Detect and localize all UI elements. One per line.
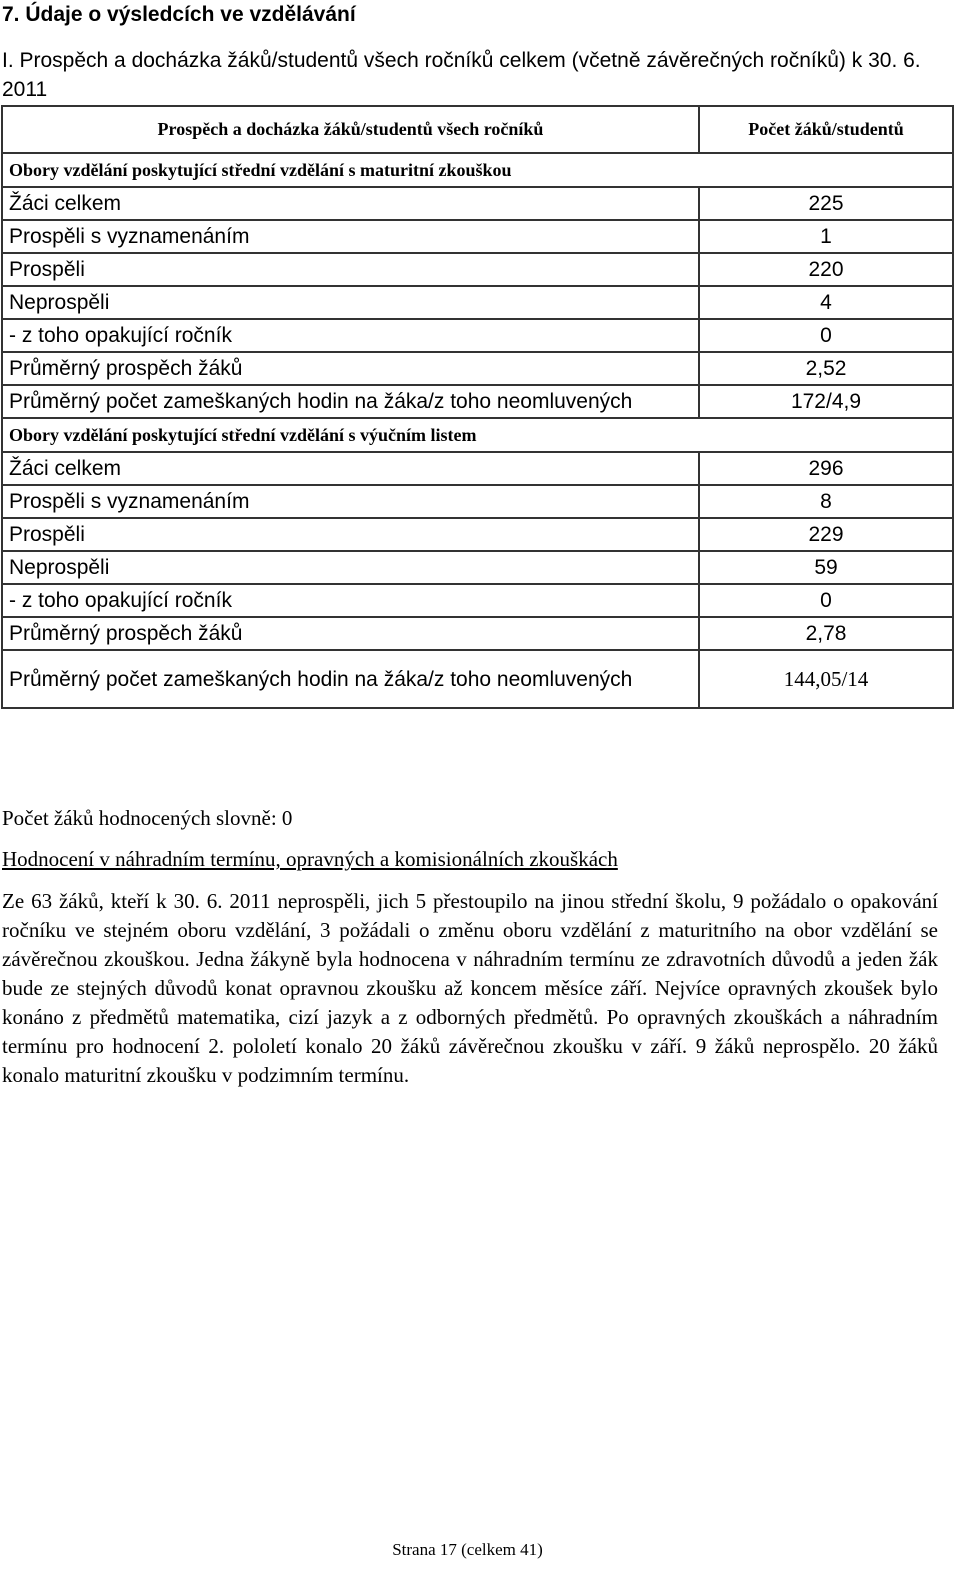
row-label: - z toho opakující ročník [2, 584, 699, 617]
table-row [2, 253, 953, 286]
table-row [2, 220, 953, 253]
table-row [2, 584, 953, 617]
table-row [2, 286, 953, 319]
row-label: - z toho opakující ročník [2, 319, 699, 352]
row-label: Průměrný prospěch žáků [2, 352, 699, 385]
row-value: 0 [699, 584, 953, 617]
row-value: 296 [699, 452, 953, 485]
group-row [2, 418, 953, 452]
section-title: 7. Údaje o výsledcích ve vzdělávání [2, 3, 356, 26]
table-row [2, 187, 953, 220]
table-row [2, 617, 953, 650]
results-table [1, 105, 954, 709]
row-label: Prospěli [2, 518, 699, 551]
row-label: Neprospěli [2, 551, 699, 584]
row-value: 172/4,9 [699, 385, 953, 418]
group-row [2, 153, 953, 187]
row-value: 144,05/14 [699, 650, 953, 708]
table-row [2, 385, 953, 418]
row-label: Prospěli s vyznamenáním [2, 485, 699, 518]
table-row [2, 352, 953, 385]
row-value: 59 [699, 551, 953, 584]
section-heading: Hodnocení v náhradním termínu, opravných a komisionálních zkouškách [2, 847, 618, 871]
row-label: Žáci celkem [2, 187, 699, 220]
row-label: Prospěli [2, 253, 699, 286]
row-value: 4 [699, 286, 953, 319]
table-row [2, 518, 953, 551]
row-value: 1 [699, 220, 953, 253]
body-paragraph: Ze 63 žáků, kteří k 30. 6. 2011 neprospěli, jich 5 přestoupilo na jinou střední školu, 9 požádalo o opakování ročníku ve stejném oboru vzdělání, 3 požádali o změnu oboru vzdělání z maturitního na obor vzdělání se závěrečnou zkouškou. Jedna žákyně byla hodnocena v náhradním termínu ze zdravotních důvodů a jeden žák bude ze stejných důvodů konat opravnou zkoušku až koncem měsíce září. Nejvíce opravných zkoušek bylo konáno z předmětů matematika, cizí jazyk a z odborných předmětů. Po opravných zkouškách a náhradním termínu pro hodnocení 2. pololetí konalo 20 žáků závěrečnou zkoušku v září. 9 žáků neprospělo. 20 žáků konalo maturitní zkoušku v podzimním termínu. [2, 889, 938, 1087]
row-label: Žáci celkem [2, 452, 699, 485]
row-label: Průměrný prospěch žáků [2, 617, 699, 650]
table-row [2, 650, 953, 708]
row-value: 2,52 [699, 352, 953, 385]
row-value: 0 [699, 319, 953, 352]
header-count: Počet žáků/studentů [699, 106, 953, 153]
table-row [2, 551, 953, 584]
row-value: 8 [699, 485, 953, 518]
row-value: 229 [699, 518, 953, 551]
verbal-assessment-count: Počet žáků hodnocených slovně: 0 [2, 806, 293, 830]
group-title-vyucni-list: Obory vzdělání poskytující střední vzdělání s výučním listem [2, 418, 953, 452]
row-value: 2,78 [699, 617, 953, 650]
group-title-maturita: Obory vzdělání poskytující střední vzdělání s maturitní zkouškou [2, 153, 953, 187]
row-value: 225 [699, 187, 953, 220]
row-value: 220 [699, 253, 953, 286]
page-footer: Strana 17 (celkem 41) [392, 1540, 543, 1559]
table-row [2, 319, 953, 352]
table-row [2, 452, 953, 485]
table-row [2, 485, 953, 518]
row-label: Průměrný počet zameškaných hodin na žáka/z toho neomluvených [2, 385, 699, 418]
row-label: Prospěli s vyznamenáním [2, 220, 699, 253]
row-label: Průměrný počet zameškaných hodin na žáka/z toho neomluvených [2, 650, 699, 708]
header-category: Prospěch a docházka žáků/studentů všech ročníků [2, 106, 699, 153]
table-header-row [2, 106, 953, 153]
row-label: Neprospěli [2, 286, 699, 319]
table-subtitle: I. Prospěch a docházka žáků/studentů všech ročníků celkem (včetně závěrečných ročníků) k 30. 6. 2011 [2, 49, 921, 101]
